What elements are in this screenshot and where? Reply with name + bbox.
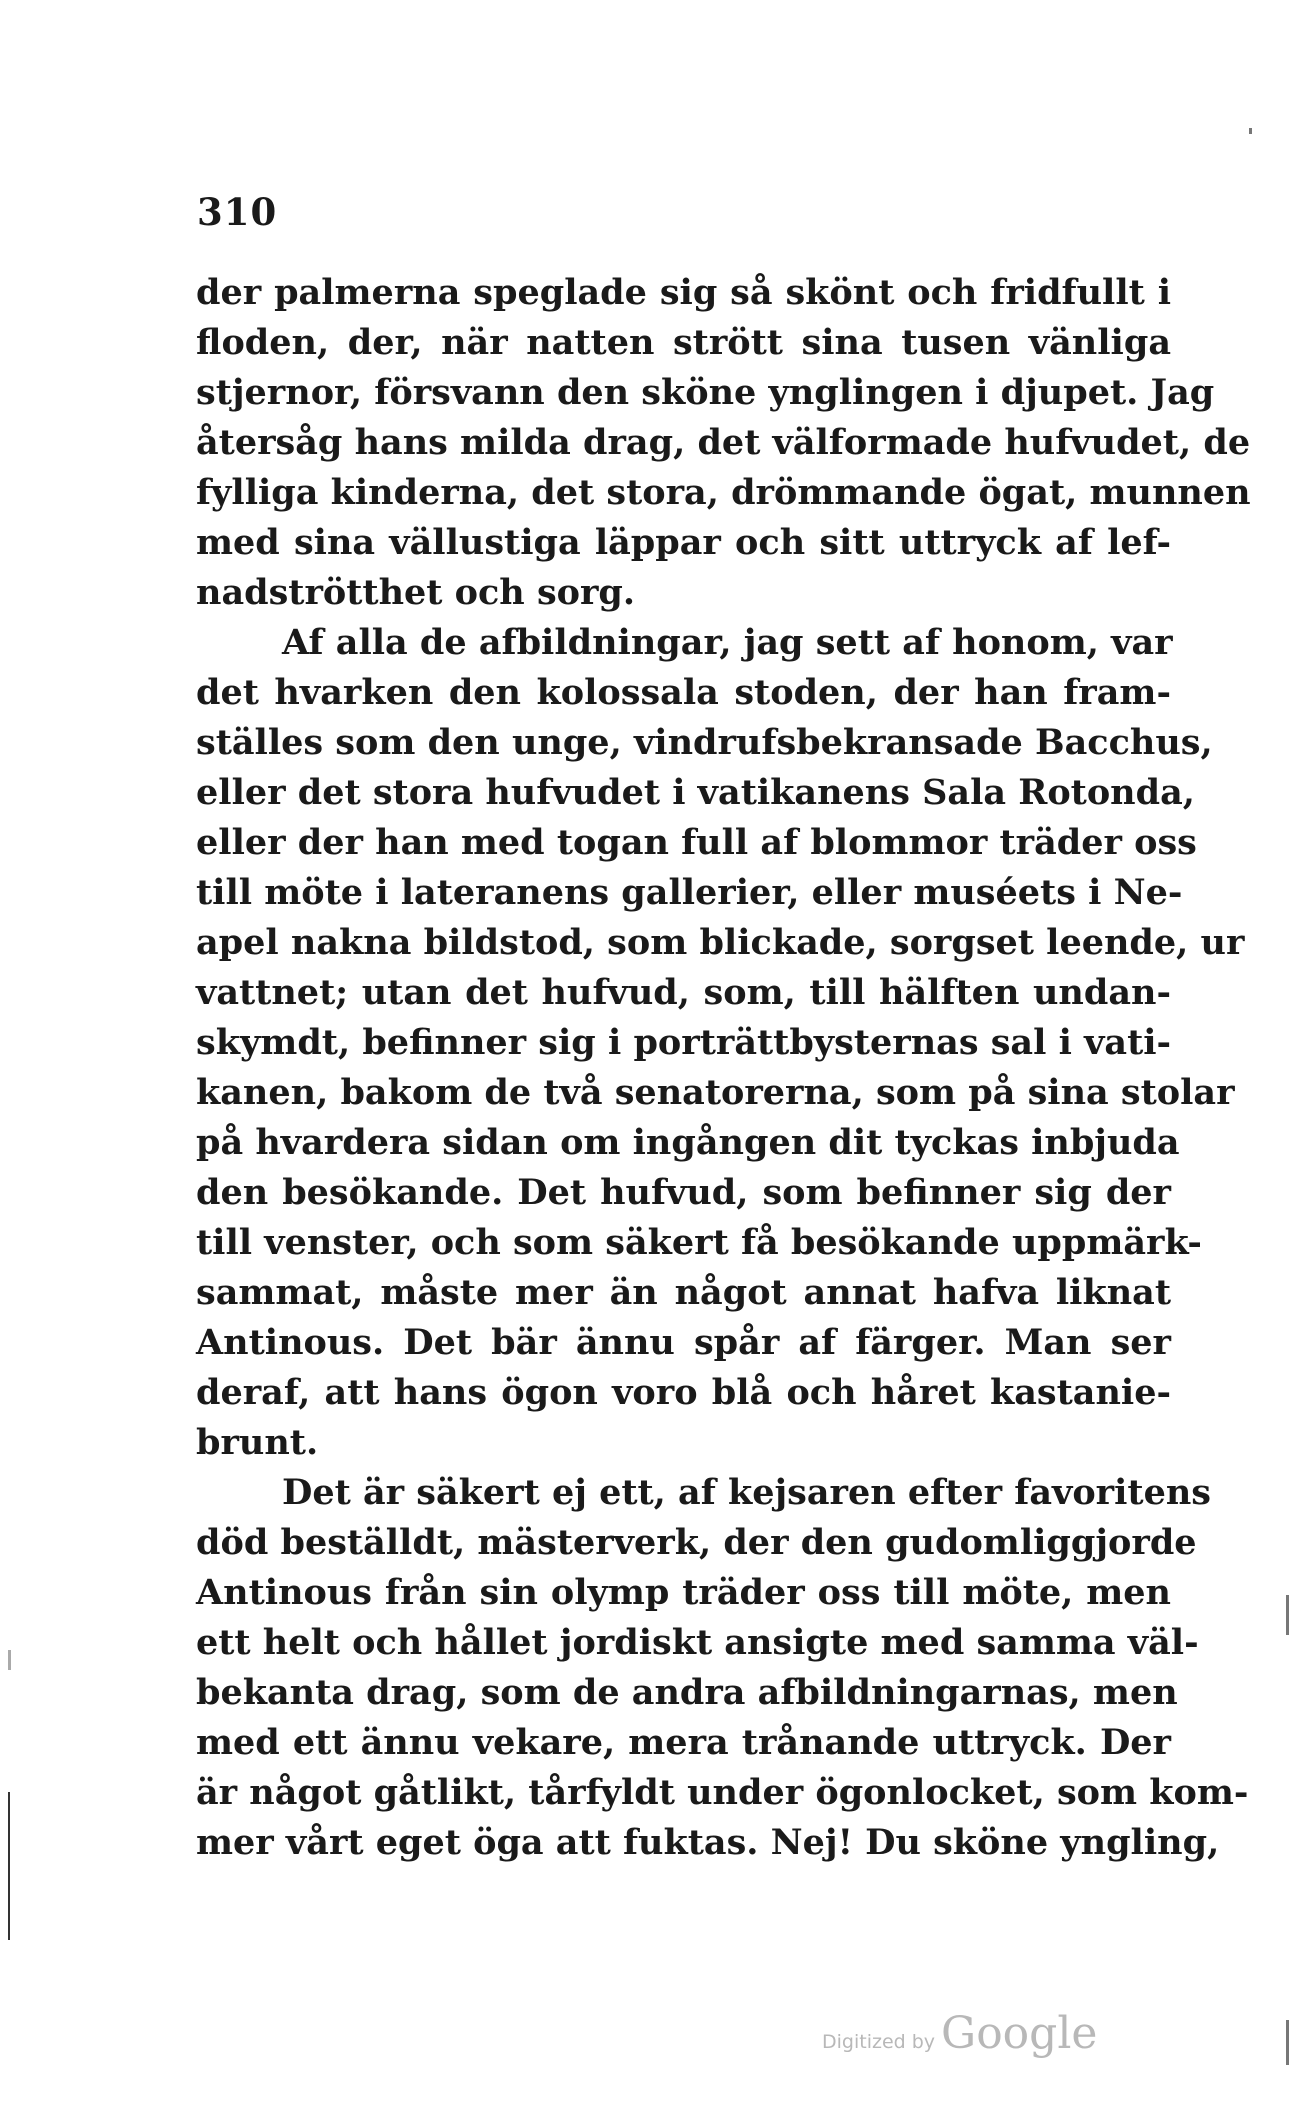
scan-margin-line (8, 1792, 10, 1940)
text-line: apel nakna bildstod, som blickade, sorgset leende, ur (196, 922, 1245, 963)
text-line: eller der han med togan full af blommor träder oss (196, 822, 1197, 863)
text-line: den besökande. Det hufvud, som befinner sig der (196, 1172, 1171, 1213)
text-line: död beställdt, mästerverk, der den gudomliggjorde (196, 1522, 1197, 1563)
text-line: till möte i lateranens gallerier, eller muséets i Ne- (196, 872, 1183, 913)
text-line: nadströtthet och sorg. (196, 572, 636, 613)
text-line: till venster, och som säkert få besökande uppmärk- (196, 1222, 1202, 1263)
watermark-prefix: Digitized by (822, 2031, 936, 2053)
text-line: bekanta drag, som de andra afbildningarnas, men (196, 1672, 1178, 1713)
text-line: deraf, att hans ögon voro blå och håret kastanie- (196, 1372, 1171, 1413)
text-line: skymdt, befinner sig i porträttbysternas sal i vati- (196, 1022, 1172, 1063)
scan-edge-mark (1286, 2020, 1289, 2065)
text-line: Antinous från sin olymp träder oss till möte, men (196, 1572, 1171, 1613)
text-line: ett helt och hållet jordiskt ansigte med samma väl- (196, 1622, 1199, 1663)
body-text (196, 268, 1251, 1868)
text-line: det hvarken den kolossala stoden, der han fram- (196, 672, 1171, 713)
digitization-watermark (822, 2008, 1098, 2059)
text-line: stjernor, försvann den sköne ynglingen i djupet. Jag (196, 372, 1215, 413)
text-line: sammat, måste mer än något annat hafva liknat (196, 1272, 1171, 1313)
scan-edge-mark (8, 1650, 11, 1670)
page-number: 310 (197, 190, 278, 234)
scan-edge-mark (1286, 1595, 1289, 1635)
text-line: fylliga kinderna, det stora, drömmande ögat, munnen (196, 472, 1251, 513)
text-line: på hvardera sidan om ingången dit tyckas inbjuda (196, 1122, 1180, 1163)
text-line: är något gåtlikt, tårfyldt under ögonlocket, som kom- (196, 1772, 1249, 1813)
text-line: Antinous. Det bär ännu spår af färger. Man ser (196, 1322, 1171, 1363)
text-line: der palmerna speglade sig så skönt och fridfullt i (196, 272, 1171, 313)
text-line: brunt. (196, 1422, 319, 1463)
text-line: kanen, bakom de två senatorerna, som på sina stolar (196, 1072, 1235, 1113)
scan-edge-mark (1249, 128, 1252, 134)
text-line: med sina vällustiga läppar och sitt uttryck af lef- (196, 522, 1171, 563)
watermark-brand: Google (941, 2008, 1098, 2059)
text-line: vattnet; utan det hufvud, som, till hälften undan- (196, 972, 1171, 1013)
text-line: Det är säkert ej ett, af kejsaren efter favoritens (282, 1472, 1212, 1513)
text-line: återsåg hans milda drag, det välformade hufvudet, de (196, 422, 1251, 463)
text-line: ställes som den unge, vindrufsbekransade Bacchus, (196, 722, 1213, 763)
text-line: eller det stora hufvudet i vatikanens Sala Rotonda, (196, 772, 1195, 813)
text-line: med ett ännu vekare, mera trånande uttryck. Der (196, 1722, 1171, 1763)
text-line: floden, der, när natten strött sina tusen vänliga (196, 322, 1171, 363)
text-line: mer vårt eget öga att fuktas. Nej! Du sköne yngling, (196, 1822, 1220, 1863)
text-line: Af alla de afbildningar, jag sett af honom, var (282, 622, 1173, 663)
